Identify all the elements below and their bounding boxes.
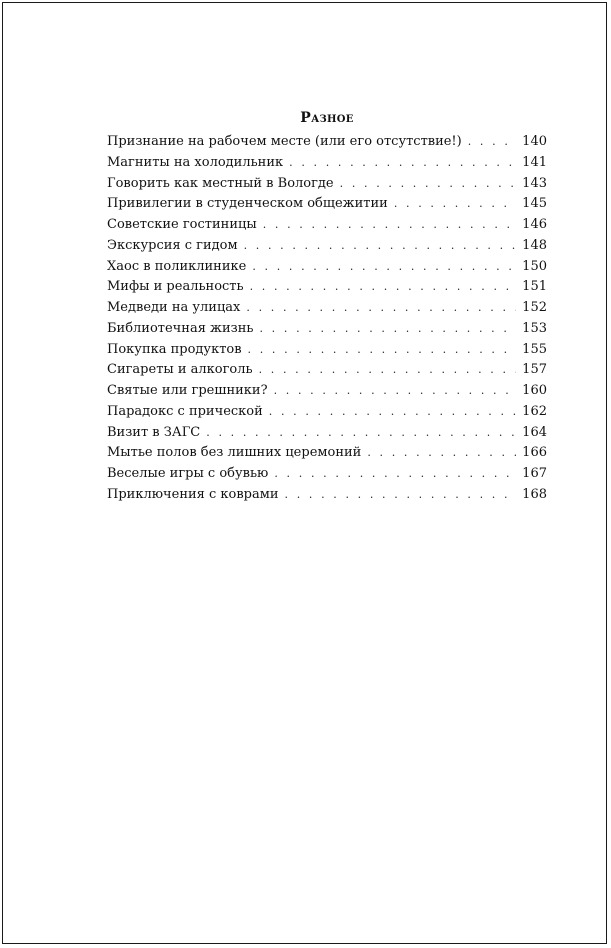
toc-entry-page-number: 141	[522, 154, 547, 170]
toc-entry-page-number: 150	[522, 258, 547, 274]
toc-entry-page-number: 153	[522, 320, 547, 336]
toc-entry-page-number: 145	[522, 196, 547, 212]
toc-entry-title: Покупка продуктов	[107, 341, 242, 357]
dot-leader	[367, 443, 516, 464]
toc-entry-title: Медведи на улицах	[107, 300, 241, 315]
toc-entry-title: Признание на рабочем месте (или его отсутствие!)	[107, 134, 462, 149]
toc-entry-page-number: 151	[522, 279, 547, 295]
dot-leader	[340, 174, 517, 195]
toc-entry	[107, 423, 547, 444]
section-heading: Разное	[300, 110, 354, 126]
toc-entry-title: Приключения с коврами	[107, 486, 279, 502]
toc-entry	[107, 194, 547, 215]
toc-entry-title: Советские гостиницы	[107, 217, 257, 232]
toc-entry-page-number: 157	[522, 362, 547, 378]
toc-entry-page-number: 166	[522, 445, 547, 461]
toc-entry	[107, 153, 547, 174]
dot-leader	[468, 132, 516, 153]
toc-entry-title: Мифы и реальность	[107, 279, 244, 295]
toc-entry	[107, 236, 547, 257]
toc-entry	[107, 298, 547, 319]
dot-leader	[285, 485, 517, 506]
toc-entry-page-number: 164	[522, 424, 547, 440]
toc-entry	[107, 381, 547, 402]
toc-entry	[107, 132, 547, 153]
toc-entry-page-number: 168	[522, 486, 547, 502]
toc-entry-title: Святые или грешники?	[107, 383, 268, 398]
dot-leader	[263, 215, 516, 236]
toc-entry-title: Магниты на холодильник	[107, 154, 284, 170]
toc-entry-title: Визит в ЗАГС	[107, 424, 201, 440]
toc-entry-title: Веселые игры с обувью	[107, 466, 269, 481]
dot-leader	[394, 194, 516, 215]
dot-leader	[269, 402, 516, 423]
toc-entry-page-number: 143	[522, 175, 547, 191]
toc-entry	[107, 443, 547, 464]
toc-entry-title: Сигареты и алкоголь	[107, 362, 253, 378]
toc-entry	[107, 215, 547, 236]
toc-entry-page-number: 152	[522, 300, 547, 315]
toc-entry-title: Говорить как местный в Вологде	[107, 175, 334, 191]
toc-entry-page-number: 162	[522, 403, 547, 419]
toc-entry-title: Мытье полов без лишних церемоний	[107, 445, 362, 461]
toc-entry-title: Экскурсия с гидом	[107, 237, 238, 253]
toc-entry	[107, 360, 547, 381]
toc-entry-title: Привилегии в студенческом общежитии	[107, 196, 388, 212]
toc-entry	[107, 319, 547, 340]
toc-entry-page-number: 148	[522, 237, 547, 253]
toc-entry	[107, 340, 547, 361]
dot-leader	[259, 360, 517, 381]
toc-entry-page-number: 146	[522, 217, 547, 232]
toc-entry-page-number: 160	[522, 383, 547, 398]
table-of-contents	[107, 110, 547, 506]
toc-entry	[107, 277, 547, 298]
toc-entry	[107, 402, 547, 423]
dot-leader	[246, 298, 516, 319]
toc-entry-page-number: 167	[522, 466, 547, 481]
toc-list	[107, 132, 547, 506]
toc-entry	[107, 485, 547, 506]
dot-leader	[274, 464, 516, 485]
dot-leader	[248, 340, 517, 361]
toc-entry-page-number: 155	[522, 341, 547, 357]
toc-entry-title: Библиотечная жизнь	[107, 320, 254, 336]
dot-leader	[274, 381, 517, 402]
toc-entry	[107, 464, 547, 485]
dot-leader	[289, 153, 516, 174]
toc-entry	[107, 257, 547, 278]
toc-entry-title: Парадокс с прической	[107, 403, 263, 419]
dot-leader	[259, 319, 516, 340]
dot-leader	[206, 423, 516, 444]
dot-leader	[252, 257, 516, 278]
toc-entry-page-number: 140	[522, 134, 547, 149]
toc-entry	[107, 174, 547, 195]
toc-entry-title: Хаос в поликлинике	[107, 258, 247, 274]
dot-leader	[250, 277, 517, 298]
dot-leader	[244, 236, 517, 257]
